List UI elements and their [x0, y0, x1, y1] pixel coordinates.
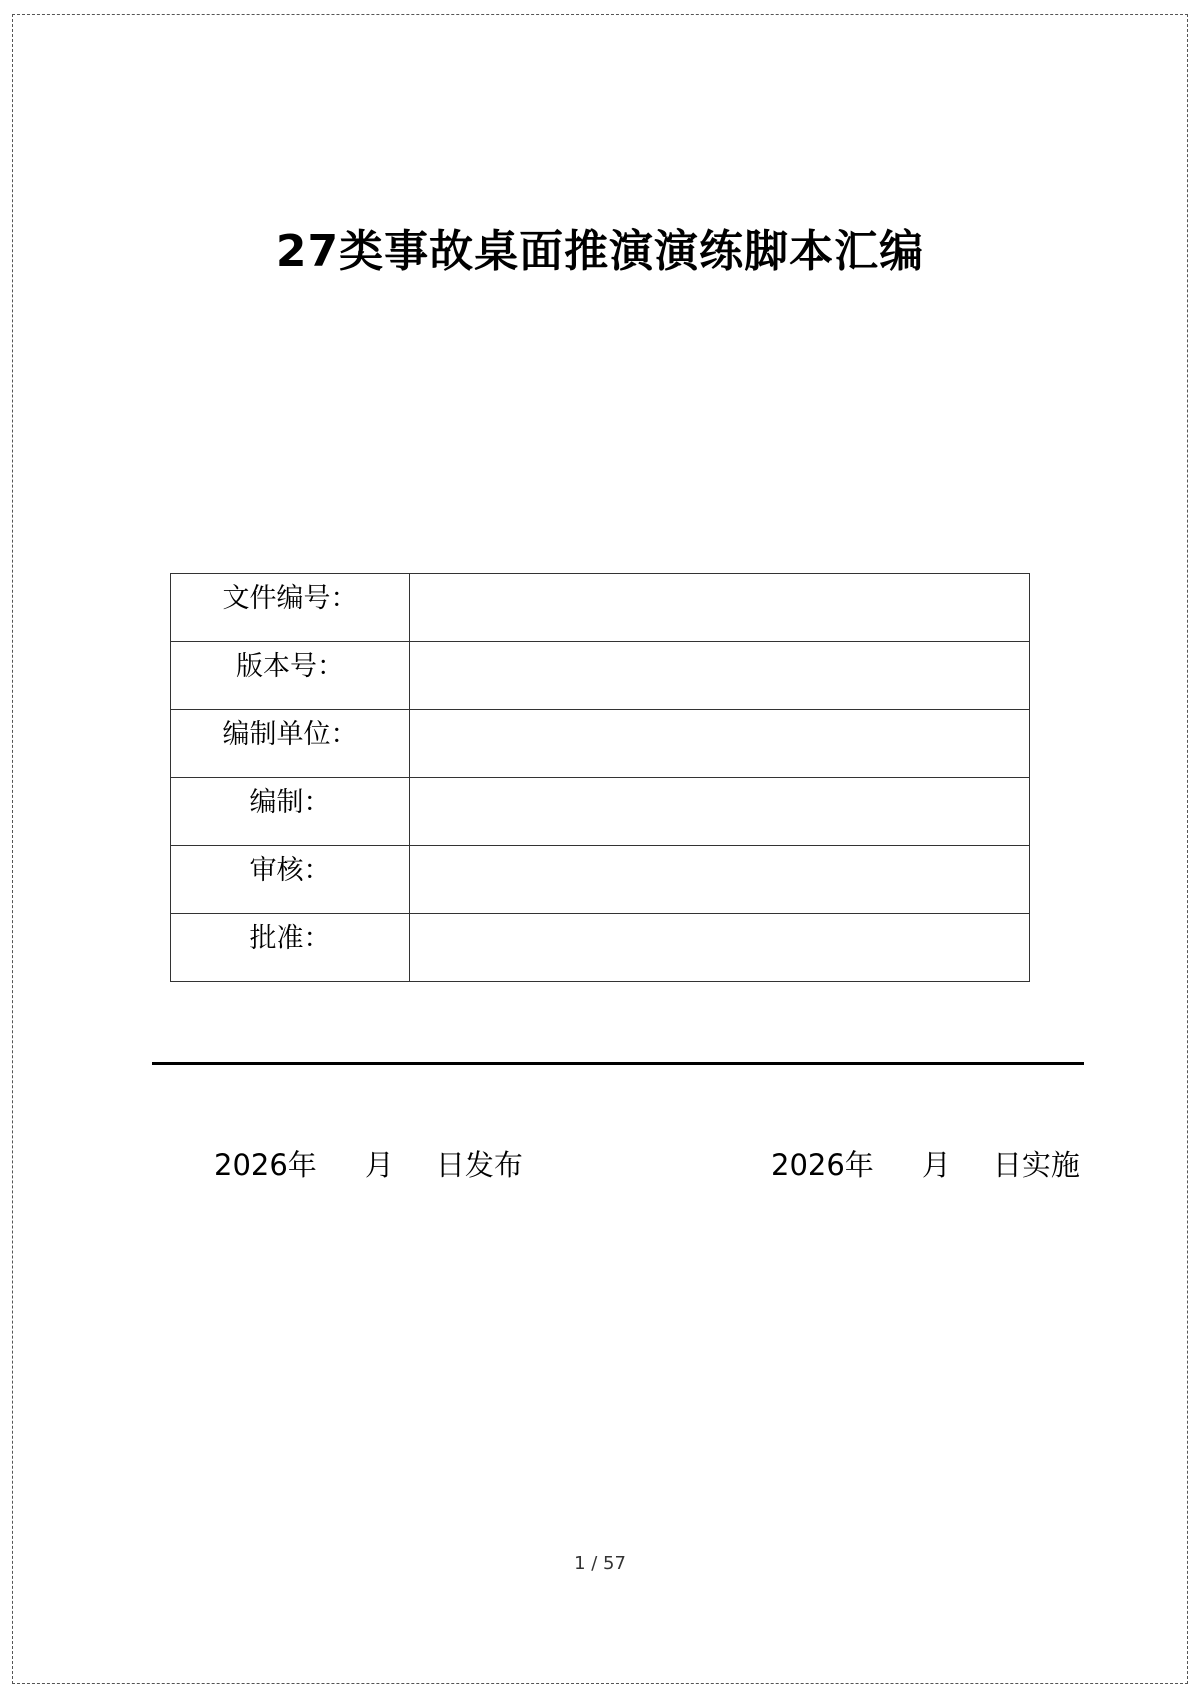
- implement-month: 月: [921, 1148, 951, 1182]
- table-row: [171, 778, 1030, 846]
- table-row: [171, 846, 1030, 914]
- approver-value: [410, 914, 1030, 982]
- table-row: [171, 574, 1030, 642]
- implement-day-suffix: 日实施: [992, 1148, 1080, 1182]
- document-title: 27类事故桌面推演演练脚本汇编: [275, 226, 925, 277]
- publish-year: 2026年: [214, 1148, 317, 1182]
- table-row: [171, 710, 1030, 778]
- publish-day-suffix: 日发布: [435, 1148, 523, 1182]
- implement-year: 2026年: [771, 1148, 874, 1182]
- compiler-value: [410, 778, 1030, 846]
- document-info-table: [170, 573, 1030, 982]
- implement-date: [771, 1145, 1080, 1185]
- publish-month: 月: [364, 1148, 394, 1182]
- horizontal-divider: [152, 1062, 1084, 1065]
- version-value: [410, 642, 1030, 710]
- table-row: [171, 642, 1030, 710]
- compiling-unit-label: 编制单位：: [171, 710, 410, 778]
- version-label: 版本号：: [171, 642, 410, 710]
- approver-label: 批准：: [171, 914, 410, 982]
- compiling-unit-value: [410, 710, 1030, 778]
- publish-date: [214, 1145, 523, 1185]
- table-row: [171, 914, 1030, 982]
- file-number-label: 文件编号：: [171, 574, 410, 642]
- reviewer-value: [410, 846, 1030, 914]
- reviewer-label: 审核：: [171, 846, 410, 914]
- file-number-value: [410, 574, 1030, 642]
- compiler-label: 编制：: [171, 778, 410, 846]
- page-number: 1 / 57: [574, 1553, 626, 1574]
